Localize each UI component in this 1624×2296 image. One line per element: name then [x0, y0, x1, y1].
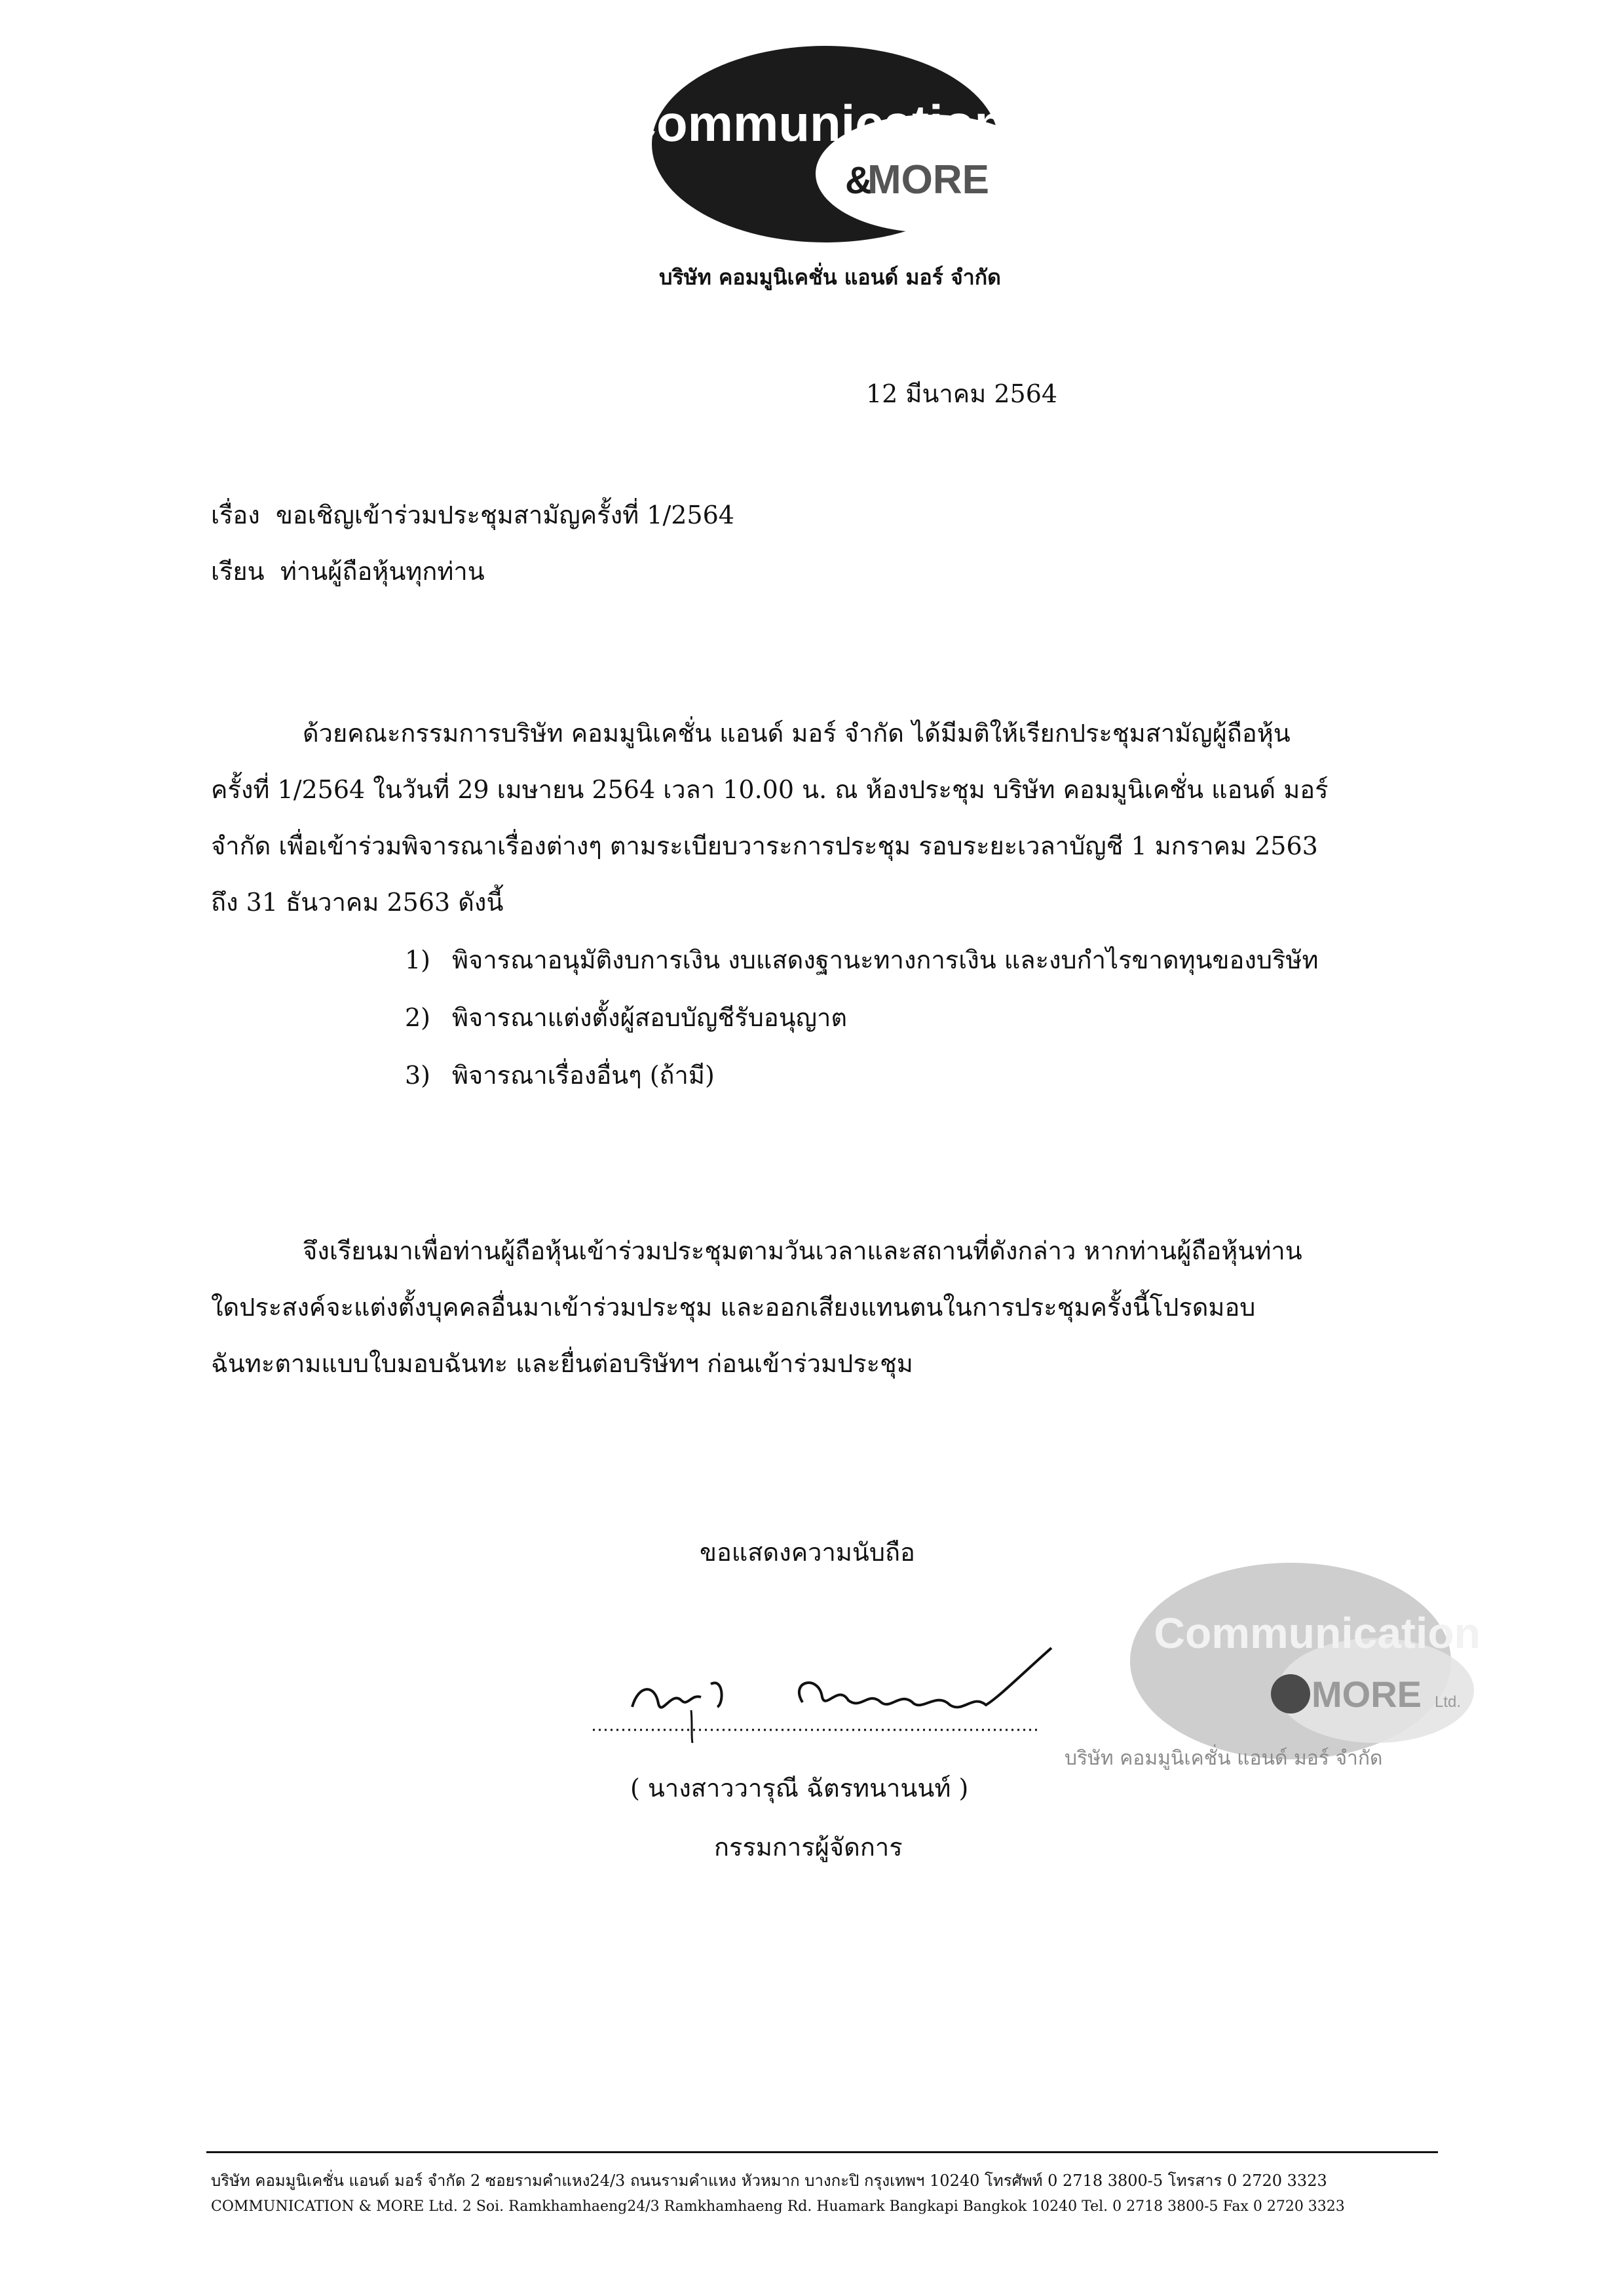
agenda-text: พิจารณาอนุมัติงบการเงิน งบแสดงฐานะทางการเงิน และงบกำไรขาดทุนของบริษัท — [452, 946, 1319, 974]
agenda-item — [405, 1063, 715, 1088]
logo-caption: บริษัท คอมมูนิเคชั่น แอนด์ มอร์ จำกัด — [659, 265, 1001, 290]
agenda-item — [405, 947, 1319, 972]
subject-text: ขอเชิญเข้าร่วมประชุมสามัญครั้งที่ 1/2564 — [275, 501, 734, 529]
agenda-number: 2) — [405, 1003, 431, 1032]
agenda-number: 3) — [405, 1061, 431, 1090]
agenda-number: 1) — [405, 946, 431, 974]
paragraph-2-line: ฉันทะตามแบบใบมอบฉันทะ และยื่นต่อบริษัทฯ ก่อนเข้าร่วมประชุม — [211, 1349, 913, 1378]
agenda-text: พิจารณาแต่งตั้งผู้สอบบัญชีรับอนุญาต — [452, 1003, 848, 1032]
logo-ampersand: & — [845, 159, 873, 202]
logo-word-more: MORE — [867, 157, 989, 202]
footer-english-address: COMMUNICATION & MORE Ltd. 2 Soi. Ramkhamhaeng24/3 Ramkhamhaeng Rd. Huamark Bangkapi Bangkok 10240 Tel. 0 2718 3800-5 Fax 0 2720 3323 — [211, 2198, 1345, 2215]
closing-text: ขอแสดงความนับถือ — [700, 1538, 915, 1567]
logo-graphic — [649, 33, 1015, 256]
paragraph-1-line: ถึง 31 ธันวาคม 2563 ดังนี้ — [211, 888, 504, 917]
signer-title: กรรมการผู้จัดการ — [714, 1833, 903, 1862]
signature — [593, 1645, 1065, 1743]
recipient-line — [211, 559, 485, 584]
subject-label: เรื่อง — [211, 501, 260, 529]
footer-divider — [206, 2151, 1438, 2153]
logo-word-communication: Communication — [649, 94, 1006, 152]
paragraph-1-line: จำกัด เพื่อเข้าร่วมพิจารณาเรื่องต่างๆ ตามระเบียบวาระการประชุม รอบระยะเวลาบัญชี 1 มกราคม 2563 — [211, 832, 1318, 860]
paragraph-2-line: จึงเรียนมาเพื่อท่านผู้ถือหุ้นเข้าร่วมประชุมตามวันเวลาและสถานที่ดังกล่าว หากท่านผู้ถือหุ้นท่าน — [303, 1236, 1302, 1265]
subject-line — [211, 503, 734, 527]
paragraph-1-line: ด้วยคณะกรรมการบริษัท คอมมูนิเคชั่น แอนด์ มอร์ จำกัด ได้มีมติให้เรียกประชุมสามัญผู้ถือหุ้น — [303, 719, 1291, 748]
recipient-label: เรียน — [211, 557, 265, 586]
stamp-ink-blot — [1271, 1674, 1310, 1713]
paragraph-2-line: ใดประสงค์จะแต่งตั้งบุคคลอื่นมาเข้าร่วมประชุม และออกเสียงแทนตนในการประชุมครั้งนี้โปรดมอบ — [211, 1293, 1256, 1322]
stamp-graphic — [1127, 1553, 1494, 1763]
agenda-text: พิจารณาเรื่องอื่นๆ (ถ้ามี) — [452, 1061, 715, 1090]
company-stamp — [1127, 1553, 1494, 1763]
stamp-word-more: MORE — [1312, 1674, 1422, 1715]
stamp-caption: บริษัท คอมมูนิเคชั่น แอนด์ มอร์ จำกัด — [1065, 1747, 1383, 1770]
signer-name: ( นางสาววารุณี ฉัตรทนานนท์ ) — [630, 1774, 969, 1803]
agenda-item — [405, 1005, 847, 1030]
company-logo — [649, 33, 1015, 256]
letter-date: 12 มีนาคม 2564 — [866, 379, 1058, 408]
footer-thai-address: บริษัท คอมมูนิเคชั่น แอนด์ มอร์ จำกัด 2 ซอยรามคำแหง24/3 ถนนรามคำแหง หัวหมาก บางกะปิ กรุงเทพฯ 10240 โทรศัพท์ 0 2718 3800-5 โทรสาร 0 2720 3323 — [211, 2172, 1327, 2190]
signature-graphic — [593, 1645, 1065, 1743]
stamp-word-communication: Communication — [1154, 1609, 1481, 1657]
stamp-suffix: Ltd. — [1435, 1693, 1462, 1711]
recipient-text: ท่านผู้ถือหุ้นทุกท่าน — [280, 557, 485, 586]
paragraph-1-line: ครั้งที่ 1/2564 ในวันที่ 29 เมษายน 2564 เวลา 10.00 น. ณ ห้องประชุม บริษัท คอมมูนิเคชั่น แอนด์ มอร์ — [211, 775, 1329, 804]
